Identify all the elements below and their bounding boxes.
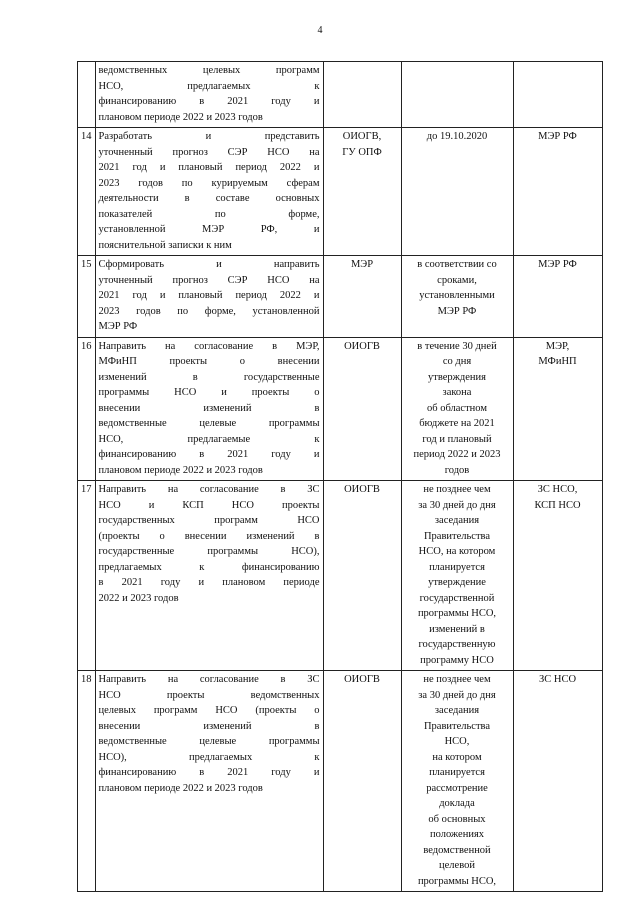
responsible-line: ОИОГВ — [344, 340, 380, 352]
term-line: на котором — [432, 751, 482, 763]
task-cell — [95, 128, 323, 256]
task-line: МЭР РФ — [98, 321, 138, 332]
responsible-cell — [323, 62, 401, 128]
term-line: за 30 дней до дня — [418, 499, 496, 511]
task-line: целевых программ НСО (проекты о — [98, 705, 320, 716]
term-line: государственную — [418, 639, 496, 650]
task-line: 2021 год и плановый период 2022 и — [98, 162, 320, 173]
term-line: год и плановый — [422, 433, 492, 445]
term-line: рассмотрение — [426, 782, 488, 794]
term-line: за 30 дней до дня — [418, 689, 496, 701]
task-line: Разработать и представить — [98, 131, 320, 142]
task-line: изменений в государственные — [98, 371, 320, 383]
row-number: 18 — [81, 674, 92, 685]
task-line: ведомственных целевых программ — [98, 65, 320, 76]
task-line: (проекты о внесении изменений в — [98, 530, 320, 542]
task-line: уточненный прогноз СЭР НСО на — [98, 274, 320, 286]
task-line: НСО проекты ведомственных — [98, 689, 320, 701]
term-line: ведомственной — [423, 844, 491, 856]
destination-cell — [513, 256, 602, 338]
term-cell — [401, 337, 513, 481]
term-line: НСО, — [444, 736, 470, 747]
task-line: финансированию в 2021 году и — [98, 449, 320, 460]
task-line: показателей по форме, — [98, 208, 320, 220]
term-line: не позднее чем — [423, 484, 491, 495]
task-line: уточненный прогноз СЭР НСО на — [98, 146, 320, 158]
term-line: планируется — [429, 767, 485, 778]
row-number: 16 — [81, 340, 92, 352]
term-line: установленными — [419, 290, 495, 301]
row-number-cell — [78, 481, 96, 671]
term-line: бюджете на 2021 — [419, 418, 495, 429]
task-line: предлагаемых к финансированию — [98, 561, 320, 573]
term-line: утверждения — [428, 371, 486, 383]
term-line: утверждение — [428, 577, 486, 588]
term-line: МЭР РФ — [437, 305, 477, 317]
destination-cell — [513, 671, 602, 892]
task-cell — [95, 337, 323, 481]
destination-cell — [513, 481, 602, 671]
term-line: Правительства — [423, 530, 491, 542]
task-line: в 2021 году и плановом периоде — [98, 577, 320, 588]
destination-line: МЭР РФ — [538, 259, 577, 270]
term-line: Правительства — [423, 720, 491, 732]
task-line: МФиНП проекты о внесении — [98, 356, 320, 367]
term-line: не позднее чем — [423, 674, 491, 685]
term-line: НСО, на котором — [418, 546, 496, 557]
term-line: период 2022 и 2023 — [413, 449, 501, 460]
responsible-cell — [323, 481, 401, 671]
task-line: установленной МЭР РФ, и — [98, 224, 320, 235]
term-line: сроками, — [437, 274, 477, 286]
responsible-line: ОИОГВ — [344, 484, 380, 495]
table-row — [78, 256, 603, 338]
responsible-cell — [323, 671, 401, 892]
table-row — [78, 337, 603, 481]
term-cell — [401, 62, 513, 128]
term-cell — [401, 481, 513, 671]
term-line: планируется — [429, 561, 485, 573]
term-line: в соответствии со — [417, 259, 497, 270]
term-line: в течение 30 дней — [417, 340, 497, 352]
task-line: деятельности в составе основных — [98, 193, 320, 204]
term-line: положениях — [429, 829, 485, 840]
row-number-cell — [78, 671, 96, 892]
destination-line: МЭР РФ — [538, 131, 577, 142]
task-cell — [95, 671, 323, 892]
row-number-cell — [78, 128, 96, 256]
task-line: внесении изменений в — [98, 402, 320, 414]
task-line: 2023 годов по курируемым сферам — [98, 177, 320, 189]
task-line: НСО, предлагаемые к — [98, 433, 320, 445]
task-line: государственные программы НСО), — [98, 546, 320, 557]
term-line: программы НСО, — [417, 875, 497, 887]
page-number: 4 — [317, 25, 323, 36]
destination-line: МЭР, — [545, 340, 570, 352]
destination-cell — [513, 337, 602, 481]
term-line: до 19.10.2020 — [426, 131, 488, 142]
plan-table — [77, 61, 603, 892]
task-line: НСО и КСП НСО проекты — [98, 499, 320, 511]
task-cell — [95, 256, 323, 338]
task-line: плановом периоде 2022 и 2023 годов — [98, 782, 263, 794]
term-line: изменений в — [429, 623, 485, 635]
task-line: Направить на согласование в ЗС — [98, 484, 320, 495]
responsible-line: МЭР — [350, 259, 374, 270]
term-line: государственной — [419, 592, 495, 604]
row-number: 14 — [81, 131, 92, 142]
task-line: Направить на согласование в ЗС — [98, 674, 320, 685]
task-line: программы НСО и проекты о — [98, 387, 320, 398]
destination-cell — [513, 128, 602, 256]
destination-line: ЗС НСО — [538, 674, 577, 685]
task-line: ведомственные целевые программы — [98, 736, 320, 747]
row-number: 15 — [81, 259, 92, 270]
task-cell — [95, 62, 323, 128]
term-line: программу НСО — [420, 654, 494, 666]
responsible-line: ОИОГВ — [344, 674, 380, 685]
destination-line: МФиНП — [538, 356, 577, 367]
responsible-cell — [323, 337, 401, 481]
task-cell — [95, 481, 323, 671]
task-line: НСО), предлагаемых к — [98, 751, 320, 763]
responsible-cell — [323, 128, 401, 256]
term-cell — [401, 128, 513, 256]
task-line: НСО, предлагаемых к — [98, 80, 320, 92]
task-line: финансированию в 2021 году и — [98, 767, 320, 778]
term-line: заседания — [434, 515, 480, 526]
table-row — [78, 481, 603, 671]
term-line: со дня — [442, 356, 472, 367]
responsible-line: ГУ ОПФ — [342, 146, 382, 158]
term-line: об основных — [428, 813, 486, 825]
table-row — [78, 128, 603, 256]
term-cell — [401, 256, 513, 338]
destination-line: КСП НСО — [534, 499, 581, 511]
term-line: закона — [442, 387, 472, 398]
task-line: Сформировать и направить — [98, 259, 320, 270]
responsible-line: ОИОГВ, — [342, 131, 382, 142]
task-line: 2023 годов по форме, установленной — [98, 305, 320, 317]
task-line: плановом периоде 2022 и 2023 годов — [98, 111, 263, 123]
row-number: 17 — [81, 484, 92, 495]
task-line: Направить на согласование в МЭР, — [98, 340, 320, 352]
task-line: государственных программ НСО — [98, 515, 320, 526]
term-cell — [401, 671, 513, 892]
task-line: внесении изменений в — [98, 720, 320, 732]
responsible-cell — [323, 256, 401, 338]
table-row — [78, 62, 603, 128]
plan-table-body — [78, 62, 603, 892]
row-number-cell — [78, 256, 96, 338]
term-line: заседания — [434, 705, 480, 716]
task-line: ведомственные целевые программы — [98, 418, 320, 429]
term-line: об областном — [426, 402, 487, 414]
task-line: 2021 год и плановый период 2022 и — [98, 290, 320, 301]
row-number-cell — [78, 337, 96, 481]
task-line: плановом периоде 2022 и 2023 годов — [98, 464, 263, 476]
destination-line: ЗС НСО, — [537, 484, 578, 495]
table-row — [78, 671, 603, 892]
task-line: пояснительной записки к ним — [98, 239, 232, 251]
task-line: финансированию в 2021 году и — [98, 96, 320, 107]
task-line: 2022 и 2023 годов — [98, 592, 179, 604]
term-line: доклада — [439, 798, 475, 809]
term-line: целевой — [439, 860, 475, 871]
destination-cell — [513, 62, 602, 128]
row-number-cell — [78, 62, 96, 128]
term-line: программы НСО, — [417, 608, 497, 619]
term-line: годов — [444, 464, 470, 476]
